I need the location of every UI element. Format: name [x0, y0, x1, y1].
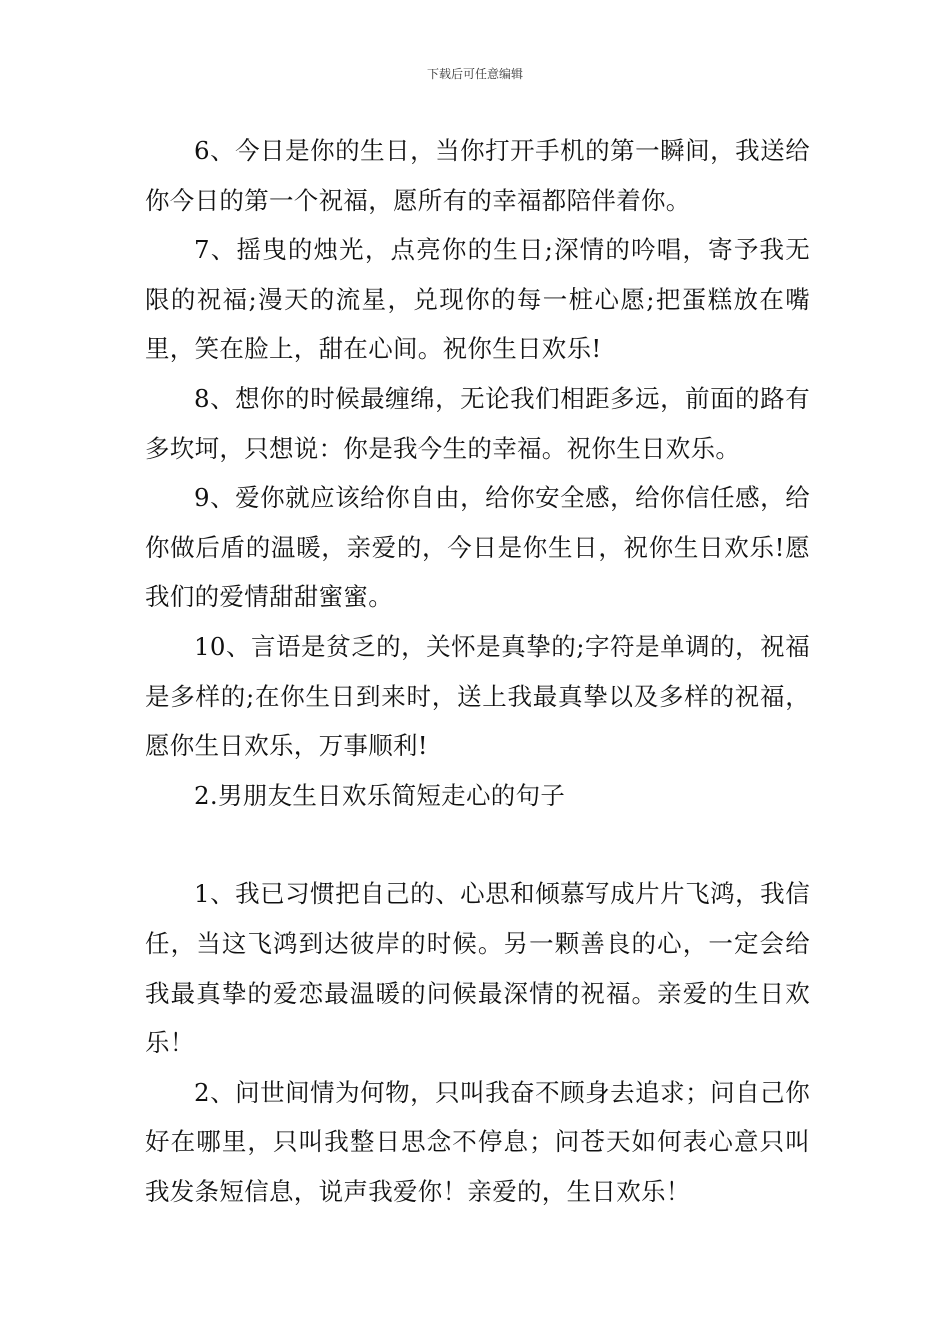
paragraph-10: 10、言语是贫乏的，关怀是真挚的;字符是单调的，祝福是多样的;在你生日到来时，送上我最真挚以及多样的祝福，愿你生日欢乐，万事顺利!	[145, 631, 810, 761]
paragraph-1: 1、我已习惯把自己的、心思和倾慕写成片片飞鸿，我信任，当这飞鸿到达彼岸的时候。另一颗善良的心，一定会给我最真挚的爱恋最温暖的问候最深情的祝福。亲爱的生日欢乐！	[145, 879, 810, 1058]
document-body	[145, 126, 810, 1216]
paragraph-2: 2、问世间情为何物，只叫我奋不顾身去追求；问自己你好在哪里，只叫我整日思念不停息；问苍天如何表心意只叫我发条短信息，说声我爱你！亲爱的，生日欢乐！	[145, 1077, 810, 1206]
section-heading: 2.男朋友生日欢乐简短走心的句子	[194, 780, 566, 810]
paragraph-9: 9、爱你就应该给你自由，给你安全感，给你信任感，给你做后盾的温暖，亲爱的，今日是你生日，祝你生日欢乐!愿我们的爱情甜甜蜜蜜。	[145, 483, 810, 612]
paragraph-6: 6、今日是你的生日，当你打开手机的第一瞬间，我送给你今日的第一个祝福，愿所有的幸福都陪伴着你。	[145, 136, 810, 215]
header-note: 下载后可任意编辑	[426, 67, 523, 81]
paragraph-8: 8、想你的时候最缠绵，无论我们相距多远，前面的路有多坎坷，只想说：你是我今生的幸福。祝你生日欢乐。	[145, 383, 810, 463]
blank-line	[145, 820, 810, 869]
paragraph-7: 7、摇曳的烛光，点亮你的生日;深情的吟唱，寄予我无限的祝福;漫天的流星，兑现你的每一桩心愿;把蛋糕放在嘴里，笑在脸上，甜在心间。祝你生日欢乐!	[145, 235, 810, 364]
